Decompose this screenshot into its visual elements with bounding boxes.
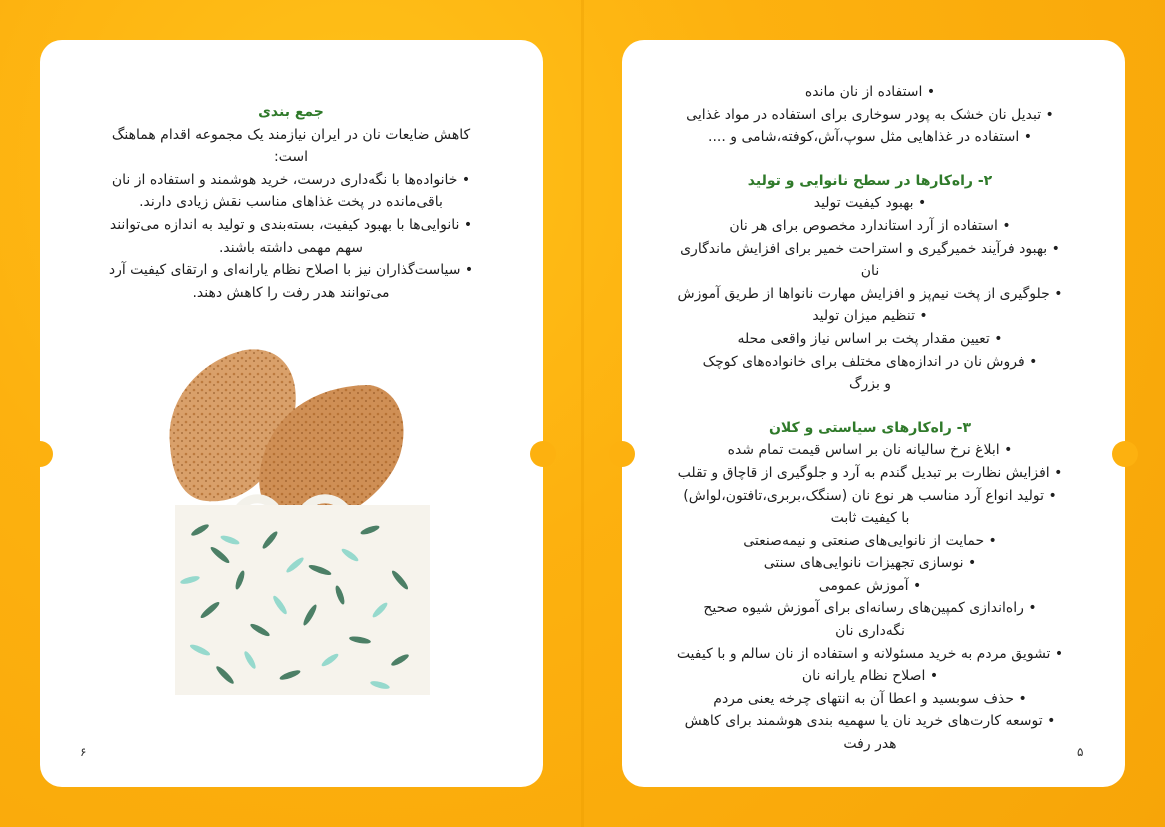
page-notch (609, 441, 635, 467)
text-line: • جلوگیری از پخت نیم‌پز و افزایش مهارت نانواها از طریق آموزش (677, 285, 1063, 302)
text-line: و بزرگ (848, 376, 892, 393)
text-line: • تنظیم میزان تولید (812, 308, 928, 325)
text-line: • اصلاح نظام یارانه نان (801, 668, 939, 685)
text-line: • تولید انواع آرد مناسب هر نوع نان (سنگک،بربری،تافتون،لواش) (683, 487, 1057, 504)
text-line: • ابلاغ نرخ سالیانه نان بر اساس قیمت تمام شده (727, 442, 1013, 459)
page-notch (27, 441, 53, 467)
right-page (622, 40, 1125, 787)
text-line: هدر رفت (843, 736, 897, 753)
text-line: • تشویق مردم به خرید مسئولانه و استفاده از نان سالم و با کیفیت (676, 645, 1064, 662)
text-line: • بهبود کیفیت تولید (813, 195, 927, 212)
left-page-text (76, 101, 506, 304)
text-line: است: (273, 149, 309, 166)
text-line: • بهبود فرآیند خمیرگیری و استراحت خمیر برای افزایش ماندگاری (680, 240, 1060, 257)
text-line: • تعیین مقدار پخت بر اساس نیاز واقعی محله (737, 330, 1003, 347)
text-line: • فروش نان در اندازه‌های مختلف برای خانواده‌های کوچک (702, 353, 1038, 370)
text-line: • حمایت از نانوایی‌های صنعتی و نیمه‌صنعتی (743, 532, 997, 549)
page-notch (1112, 441, 1138, 467)
text-line: • سیاست‌گذاران نیز با اصلاح نظام یارانه‌ای و ارتقای کیفیت آرد (108, 262, 474, 279)
section-heading: ۳- راه‌کارهای سیاستی و کلان (768, 419, 972, 436)
text-line: • نانوایی‌ها با بهبود کیفیت، بسته‌بندی و تولید به اندازه می‌توانند (109, 216, 473, 233)
text-line: با کیفیت ثابت (830, 510, 910, 527)
text-line: نان (860, 263, 880, 280)
text-line: • توسعه کارت‌های خرید نان یا سهمیه بندی هوشمند برای کاهش (684, 713, 1056, 730)
text-line: • خانواده‌ها با نگه‌داری درست، خرید هوشمند و استفاده از نان (111, 171, 471, 188)
text-line: • نوسازی تجهیزات نانوایی‌های سنتی (763, 555, 977, 572)
text-line: نگه‌داری نان (835, 623, 905, 640)
page-notch (530, 441, 556, 467)
text-line: • استفاده از آرد استاندارد مخصوص برای هر نان (729, 217, 1011, 234)
text-line: کاهش ضایعات نان در ایران نیازمند یک مجموعه اقدام هماهنگ (111, 126, 471, 143)
right-page-text (655, 81, 1085, 756)
text-line: • راه‌اندازی کمپین‌های رسانه‌ای برای آموزش شیوه صحیح (703, 600, 1037, 617)
section-heading: جمع بندی (258, 104, 324, 120)
text-line: سهم مهمی داشته باشند. (218, 239, 364, 256)
left-page (40, 40, 543, 787)
section-heading: ۲- راه‌کارها در سطح نانوایی و تولید (747, 172, 993, 189)
text-line: • افزایش نظارت بر تبدیل گندم به آرد و جلوگیری از قاچاق و تقلب (677, 464, 1063, 481)
text-line: • آموزش عمومی (818, 577, 922, 594)
text-line: • حذف سوبسید و اعطا آن به انتهای چرخه یعنی مردم (713, 690, 1027, 707)
page-number: ۵ (1077, 745, 1084, 759)
page-number: ۶ (80, 745, 87, 759)
text-line: • استفاده از نان مانده (804, 84, 936, 100)
tote-bag (175, 505, 430, 695)
text-line: باقی‌مانده در پخت غذاهای مناسب نقش زیادی دارند. (139, 194, 443, 211)
book-spine (581, 0, 584, 827)
bread-bag-illustration (160, 340, 430, 695)
text-line: • تبدیل نان خشک به پودر سوخاری برای استفاده در مواد غذایی (686, 106, 1054, 123)
text-line: می‌توانند هدر رفت را کاهش دهند. (192, 284, 390, 301)
text-line: • استفاده در غذاهایی مثل سوپ،آش،کوفته،شامی و .... (708, 129, 1032, 146)
